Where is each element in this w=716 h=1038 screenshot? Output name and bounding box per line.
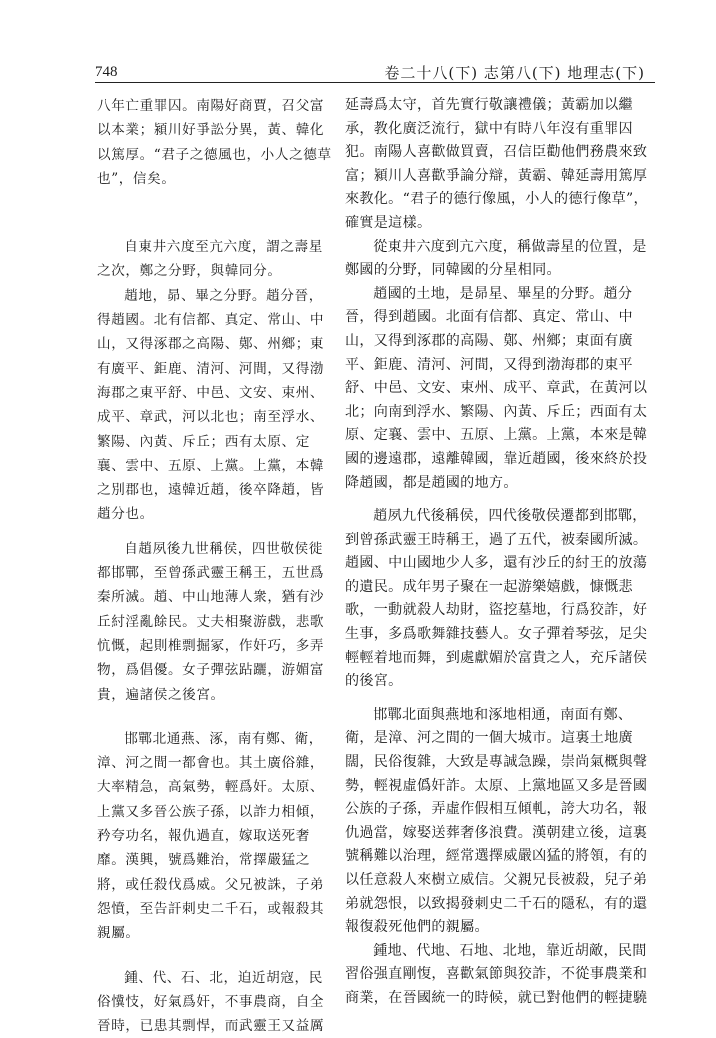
translation-column [345,94,648,1011]
original-paragraph: 趙地，昴、畢之分野。趙分晉，得趙國。北有信都、真定、常山、中山，又得涿郡之高陽、鄚、州鄉；東有廣平、鉅鹿、清河、河間，又得渤海郡之東平舒、中邑、文安、束州、成平、章武，河以北也；南至浮水、繁陽、內黃、斥丘；西有太原、定襄、雲中、五原、上黨。上黨，本韓之別郡也，遠韓近趙，後卒降趙，皆趙分也。 [97,284,334,527]
translation-paragraph: 邯鄲北面與燕地和涿地相通，南面有鄭、衛，是漳、河之間的一個大城市。這裏土地廣闊，民俗復雜，大致是專誠急躁，崇尚氣概與聲勢，輕視虛僞奸詐。太原、上黨地區又多是晉國公族的子孫，弄虛作假相互傾軋，誇大功名，報仇過當，嫁娶送葬奢侈浪費。漢朝建立後，這裏號稱難以治理，經常選擇威嚴凶猛的將領，有的以任意殺人來樹立威信。父親兄長被殺，兒子弟弟就怨恨，以致揭發刺史二千石的隱私，有的還報復殺死他們的親屬。 [345,704,648,940]
page-header [95,56,655,84]
translation-paragraph: 趙國的土地，是昴星、畢星的分野。趙分晉，得到趙國。北面有信都、真定、常山、中山，又得到涿郡的高陽、鄚、州鄉；東面有廣平、鉅鹿、清河、河間，又得到渤海郡的東平舒、中邑、文安、束州、成平、章武，在黃河以北；向南到浮水、繁陽、內黃、斥丘；西面有太原、定襄、雲中、五原、上黨。上黨，本來是韓國的邊遠郡，遠離韓國，靠近趙國，後來終於投降趙國，都是趙國的地方。 [345,283,648,495]
translation-paragraph: 延壽爲太守，首先實行敬讓禮儀；黃霸加以繼承，教化廣泛流行，獄中有時八年沒有重罪囚犯。南陽人喜歡做買賣，召信臣勸他們務農來致富；潁川人喜歡爭論分辯，黃霸、韓延壽用篤厚來教化。“君子的德行像風，小人的德行像草”，確實是這樣。 [345,94,648,236]
original-paragraph: 自東井六度至亢六度，謂之壽星之次，鄭之分野，與韓同分。 [97,235,334,284]
page-number: 748 [95,64,118,81]
original-paragraph: 邯鄲北通燕、涿，南有鄭、衛，漳、河之間一都會也。其土廣俗雜，大率精急，高氣勢，輕爲奸。太原、上黨又多晉公族子孫，以詐力相傾，矜夸功名，報仇過直，嫁取送死奢靡。漢興，號爲難治，常擇嚴猛之將，或任殺伐爲威。父兄被誅，子弟怨憤，至告訐刺史二千石，或報殺其親屬。 [97,727,334,946]
original-paragraph: 自趙夙後九世稱侯，四世敬侯徙都邯鄲，至曾孫武靈王稱王，五世爲秦所滅。趙、中山地薄人衆，猶有沙丘紂淫亂餘民。丈夫相聚游戲，悲歌忼慨，起則椎剽掘冢，作奸巧，多弄物，爲倡優。女子彈弦跕躧，游媚富貴，遍諸侯之後宮。 [97,537,334,707]
original-text-column [97,94,334,1038]
translation-paragraph: 鍾地、代地、石地、北地，靠近胡敵，民間習俗强直剛愎，喜歡氣節與狡詐，不從事農業和商業，在晉國統一的時候，就已對他們的輕捷驍 [345,940,648,1011]
original-paragraph: 鍾、代、石、北，迫近胡寇，民俗懻忮，好氣爲奸，不事農商，自全晉時，已患其剽悍，而武靈王又益厲 [97,966,334,1038]
header-rule [95,82,655,83]
translation-paragraph: 趙夙九代後稱侯，四代後敬侯遷都到邯鄲，到曾孫武靈王時稱王，過了五代，被秦國所滅。趙國、中山國地少人多，還有沙丘的紂王的放蕩的遺民。成年男子聚在一起游樂嬉戲，慷慨悲歌，一動就殺人劫財，盜挖墓地，行爲狡詐，好生事，多爲歌舞雜技藝人。女子彈着琴弦，足尖輕輕着地而舞，到處獻媚於富貴之人，充斥諸侯的後宮。 [345,505,648,694]
translation-paragraph: 從東井六度到亢六度，稱做壽星的位置，是鄭國的分野，同韓國的分星相同。 [345,236,648,283]
original-paragraph: 八年亡重罪囚。南陽好商賈，召父富以本業；潁川好爭訟分異，黃、韓化以篤厚。“君子之德風也，小人之德草也”，信矣。 [97,94,334,191]
running-title: 卷二十八(下) 志第八(下) 地理志(下) [384,62,645,83]
